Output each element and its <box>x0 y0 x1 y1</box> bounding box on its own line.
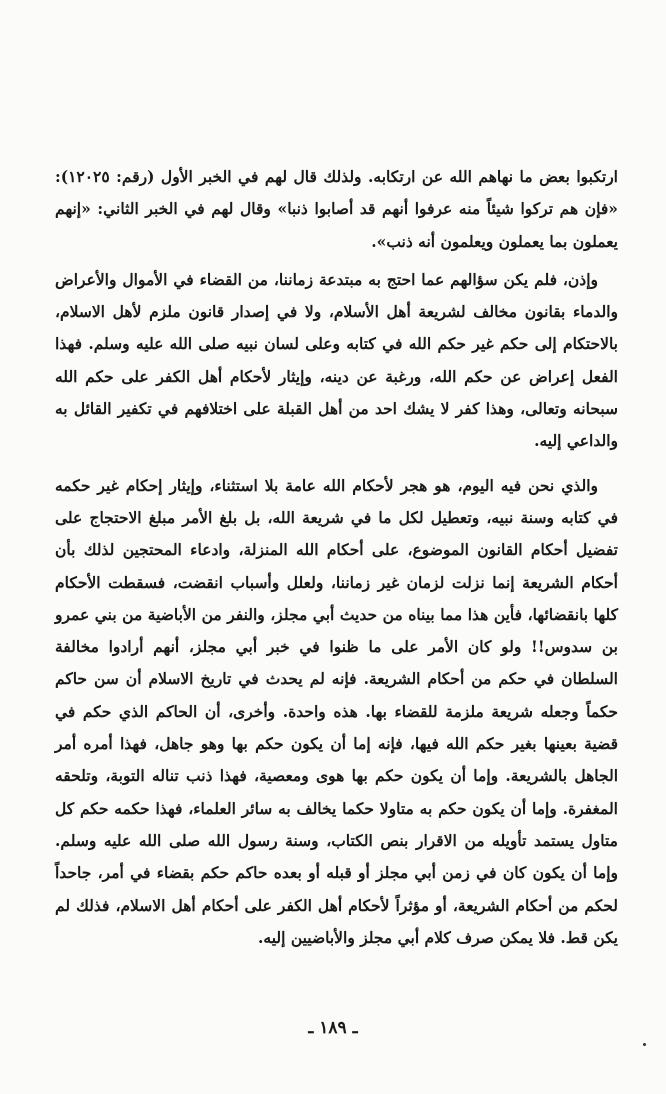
paragraph-2: وإذن، فلم يكن سؤالهم عما احتج به مبتدعة زماننا، من القضاء في الأموال والأعراض والدماء بقانون مخالف لشريعة أهل الأسلام، ولا في إصدار قانون ملزم لأهل الاسلام، بالاحتكام إلى حكم غير حكم الله في كتابه وعلى لسان نبيه صلى الله عليه وسلم. فهذا الفعل إعراض عن حكم الله، ورغبة عن دينه، وإيثار لأحكام أهل الكفر على حكم الله سبحانه وتعالى، وهذا كفر لا يشك احد من أهل القبلة على اختلافهم في تكفير القائل به والداعي إليه. <box>55 269 618 451</box>
page-number: ـ ١٨٩ ـ <box>308 1018 358 1038</box>
scan-speck <box>643 1043 646 1046</box>
paragraph-3: والذي نحن فيه اليوم، هو هجر لأحكام الله عامة بلا استثناء، وإيثار إحكام غير حكمه في كتابه وسنة نبيه، وتعطيل لكل ما في شريعة الله، بل بلغ الأمر مبلغ الاحتجاج على تفضيل أحكام القانون الموضوع، على أحكام الله المنزلة، وادعاء المحتجين لذلك بأن أحكام الشريعة إنما نزلت لزمان غير زماننا، ولعلل وأسباب انقضت، فسقطت الأحكام كلها بانقضائها، فأين هذا مما بيناه من حديث أبي مجلز، والنفر من الأباضية من بني عمرو بن سدوس!! ولو كان الأمر على ما ظنوا في خبر أبي مجلز، أنهم أرادوا مخالفة السلطان في حكم من أحكام الشريعة. فإنه لم يحدث في تاريخ الاسلام أن سن حاكم حكماً وجعله شريعة ملزمة للقضاء بها. هذه واحدة. وأخرى، أن الحاكم الذي حكم في قضية بعينها بغير حكم الله فيها، فإنه إما أن يكون حكم بها وهو جاهل، فهذا أمره أمر الجاهل بالشريعة. وإما أن يكون حكم بها هوى ومعصية، فهذا ذنب تناله التوبة، وتلحقه المغفرة. وإما أن يكون حكم به متاولا حكما يخالف به سائر العلماء، فهذا حكمه حكم كل متاول يستمد تأويله من الاقرار بنص الكتاب، وسنة رسول الله صلى الله عليه وسلم. وإما أن يكون كان في زمن أبي مجلز أو قبله أو بعده حاكم حكم بقضاء في أمر، جاحداً لحكم من أحكام الشريعة، أو مؤثراً لأحكام أهل الكفر على أحكام أهل الاسلام، فذلك لم يكن قط. فلا يمكن صرف كلام أبي مجلز والأباضيين إليه. <box>55 475 618 947</box>
paragraph-gap <box>55 458 618 470</box>
page-body <box>55 161 618 954</box>
paragraph-1: ارتكبوا بعض ما نهاهم الله عن ارتكابه. ولذلك قال لهم في الخبر الأول (رقم: ١٢٠٢٥): «فإن هم تركوا شيئاً منه عرفوا أنهم قد أصابوا ذنبا» وقال لهم في الخبر الثاني: «إنهم يعملون بما يعملون ويعلمون أنه ذنب». <box>55 167 618 251</box>
